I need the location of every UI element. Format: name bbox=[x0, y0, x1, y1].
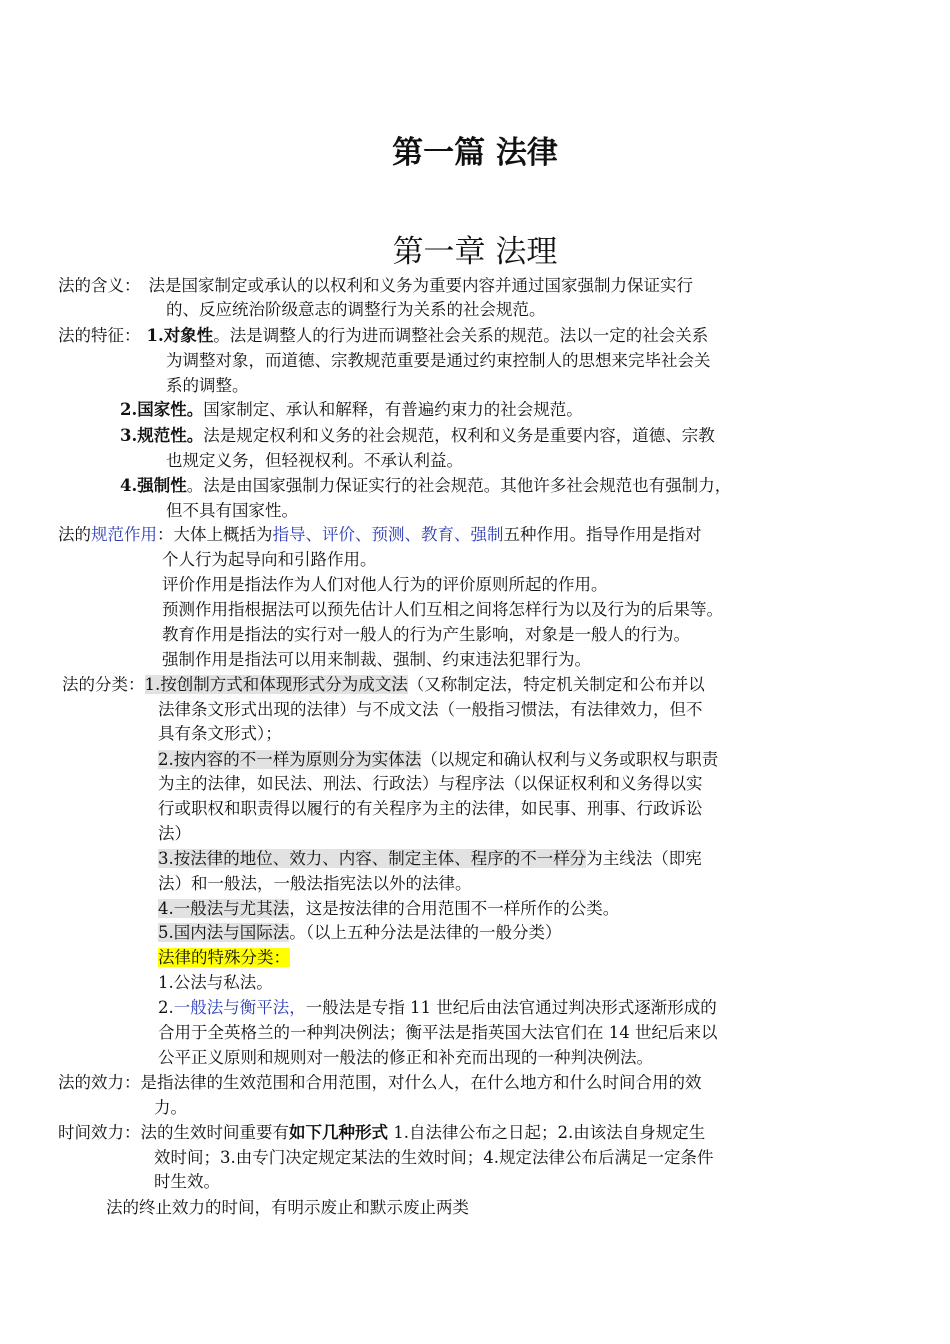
chapter-title: 第一章 法理 bbox=[392, 234, 558, 270]
part-title: 第一篇 法律 bbox=[392, 135, 558, 171]
definition-line-1: 法的含义： 法是国家制定或承认的以权利和义务为重要内容并通过国家强制力保证实行 bbox=[58, 276, 693, 295]
time-effect-line-3: 时生效。 bbox=[154, 1172, 220, 1191]
role-line-3: 评价作用是指法作为人们对他人行为的评价原则所起的作用。 bbox=[162, 575, 608, 594]
special-class-1: 1.公法与私法。 bbox=[158, 973, 273, 992]
role-line-5: 教育作用是指法的实行对一般人的行为产生影响，对象是一般人的行为。 bbox=[162, 625, 690, 644]
class-1-line-2: 法律条文形式出现的法律）与不成文法（一般指习惯法，有法律效力，但不 bbox=[158, 700, 703, 719]
class-3-line-1: 3.按法律的地位、效力、内容、制定主体、程序的不一样分为主线法（即宪 bbox=[158, 849, 702, 868]
class-5-line-1: 5.国内法与国际法。（以上五种分法是法律的一般分类） bbox=[158, 923, 562, 942]
special-class-2-line-3: 公平正义原则和规则对一般法的修正和补充而出现的一种判决例法。 bbox=[158, 1048, 653, 1067]
feature-label: 法的特征： bbox=[58, 326, 141, 345]
role-line-2: 个人行为起导向和引路作用。 bbox=[162, 550, 377, 569]
class-2-line-2: 为主的法律，如民法、刑法、行政法）与程序法（以保证权利和义务得以实 bbox=[158, 774, 703, 793]
termination-line: 法的终止效力的时间，有明示废止和默示废止两类 bbox=[106, 1198, 469, 1217]
role-line-6: 强制作用是指法可以用来制裁、强制、约束违法犯罪行为。 bbox=[162, 650, 591, 669]
time-effect-label: 时间效力： bbox=[58, 1123, 141, 1142]
time-effect-line-1: 时间效力：法的生效时间重要有如下几种形式 1.自法律公布之日起；2.由该法自身规定生 bbox=[58, 1123, 706, 1142]
effect-line-2: 力。 bbox=[154, 1098, 187, 1117]
role-line-1: 法的规范作用：大体上概括为指导、评价、预测、教育、强制五种作用。指导作用是指对 bbox=[58, 525, 702, 544]
definition-label: 法的含义： bbox=[58, 276, 141, 295]
feature-4-line-1: 4.强制性。法是由国家强制力保证实行的社会规范。其他许多社会规范也有强制力， bbox=[120, 476, 732, 495]
class-3-line-2: 法）和一般法，一般法指宪法以外的法律。 bbox=[158, 874, 472, 893]
feature-3-line-2: 也规定义务，但轻视权利。不承认利益。 bbox=[166, 451, 463, 470]
class-1-line-3: 具有条文形式）； bbox=[158, 724, 282, 743]
role-list: 指导、评价、预测、教育、强制 bbox=[272, 525, 504, 544]
time-effect-line-2: 效时间；3.由专门决定规定某法的生效时间；4.规定法律公布后满足一定条件 bbox=[154, 1148, 714, 1167]
special-class-heading: 法律的特殊分类： bbox=[158, 948, 290, 967]
class-2-line-4: 法） bbox=[158, 824, 191, 843]
role-line-4: 预测作用指根据法可以预先估计人们互相之间将怎样行为以及行为的后果等。 bbox=[162, 600, 723, 619]
feature-1-line-1: 法的特征： 1.对象性。法是调整人的行为进而调整社会关系的规范。法以一定的社会关系 bbox=[58, 326, 709, 345]
class-2-line-1: 2.按内容的不一样为原则分为实体法（以规定和确认权利与义务或职权与职责 bbox=[158, 750, 719, 769]
special-class-2-line-1: 2.一般法与衡平法，一般法是专指 11 世纪后由法官通过判决形式逐渐形成的 bbox=[158, 998, 717, 1017]
class-4-line-1: 4.一般法与尤其法，这是按法律的合用范围不一样所作的公类。 bbox=[158, 899, 620, 918]
class-2-line-3: 行或职权和职责得以履行的有关程序为主的法律，如民事、刑事、行政诉讼 bbox=[158, 799, 703, 818]
feature-4-line-2: 但不具有国家性。 bbox=[166, 501, 298, 520]
special-class-2-line-2: 合用于全英格兰的一种判决例法；衡平法是指英国大法官们在 14 世纪后来以 bbox=[158, 1023, 718, 1042]
effect-label: 法的效力： bbox=[58, 1073, 141, 1092]
feature-1-line-2: 为调整对象，而道德、宗教规范重要是通过约束控制人的思想来完毕社会关 bbox=[166, 351, 711, 370]
definition-line-2: 的、反应统治阶级意志的调整行为关系的社会规范。 bbox=[166, 300, 546, 319]
feature-2-line-1: 2.国家性。国家制定、承认和解释，有普遍约束力的社会规范。 bbox=[120, 400, 583, 419]
effect-line-1: 法的效力：是指法律的生效范围和合用范围，对什么人，在什么地方和什么时间合用的效 bbox=[58, 1073, 702, 1092]
feature-3-line-1: 3.规范性。法是规定权利和义务的社会规范，权利和义务是重要内容，道德、宗教 bbox=[120, 426, 715, 445]
feature-1-line-3: 系的调整。 bbox=[166, 376, 249, 395]
role-term: 规范作用 bbox=[91, 525, 157, 544]
class-label: 法的分类： bbox=[62, 675, 145, 694]
class-1-line-1: 法的分类：1.按创制方式和体现形式分为成文法（又称制定法，特定机关制定和公布并以 bbox=[62, 675, 705, 694]
